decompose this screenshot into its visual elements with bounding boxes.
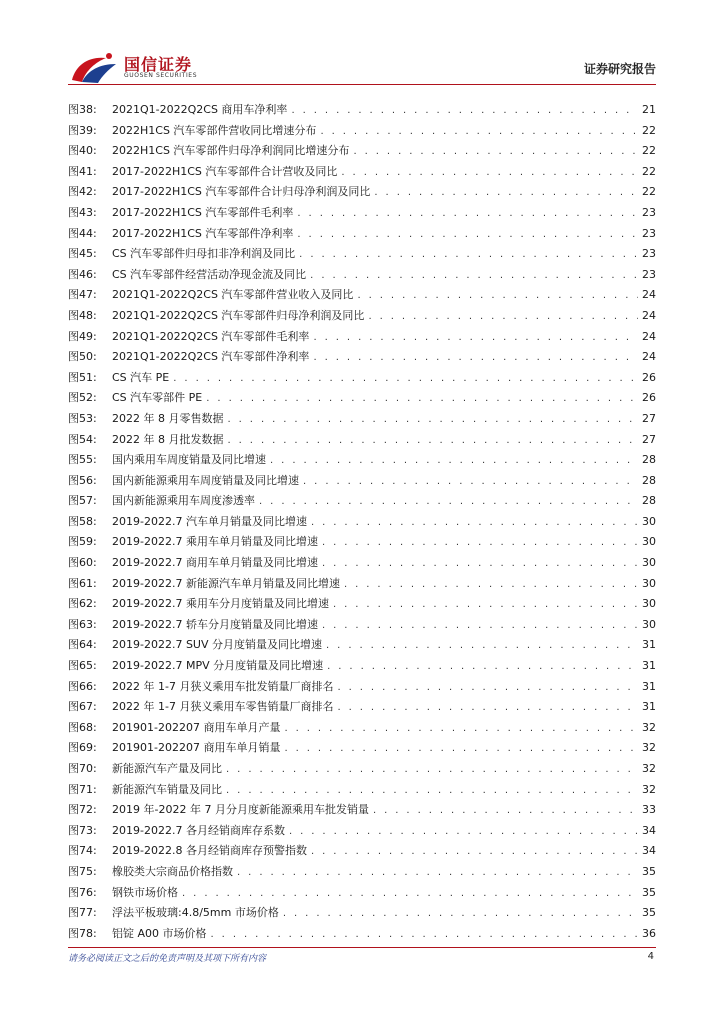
toc-leader-dots xyxy=(211,929,638,940)
toc-entry-page: 23 xyxy=(642,226,656,240)
toc-leader-dots xyxy=(283,908,638,919)
toc-entry-label: 图55: xyxy=(68,453,97,467)
toc-leader-dots xyxy=(299,249,638,260)
toc-leader-dots xyxy=(373,805,638,816)
toc-entry-page: 31 xyxy=(642,679,656,693)
figure-list xyxy=(68,101,656,945)
toc-entry-title: 2019-2022.7 汽车单月销量及同比增速 xyxy=(112,514,307,528)
toc-entry[interactable] xyxy=(68,245,656,266)
toc-entry-label: 图75: xyxy=(68,864,97,878)
toc-entry-title: 2022H1CS 汽车零部件营收同比增速分布 xyxy=(112,123,317,137)
toc-leader-dots xyxy=(270,455,638,466)
toc-entry-label: 图50: xyxy=(68,350,97,364)
toc-entry-page: 30 xyxy=(642,514,656,528)
toc-entry[interactable] xyxy=(68,286,656,307)
toc-entry-title: 国内乘用车周度销量及同比增速 xyxy=(112,453,266,467)
toc-entry-page: 30 xyxy=(642,535,656,549)
report-type-label: 证券研究报告 xyxy=(583,62,656,76)
toc-leader-dots xyxy=(303,476,638,487)
toc-entry-page: 30 xyxy=(642,617,656,631)
toc-entry[interactable] xyxy=(68,533,656,554)
toc-entry-label: 图44: xyxy=(68,226,97,240)
toc-entry-title: 201901-202207 商用车单月销量 xyxy=(112,741,281,755)
toc-entry-page: 23 xyxy=(642,205,656,219)
toc-leader-dots xyxy=(322,558,638,569)
toc-entry-page: 24 xyxy=(642,350,656,364)
toc-leader-dots xyxy=(226,764,638,775)
toc-entry-title: 2022 年 8 月批发数据 xyxy=(112,432,224,446)
toc-entry-page: 31 xyxy=(642,659,656,673)
toc-entry[interactable] xyxy=(68,431,656,452)
toc-entry-label: 图51: xyxy=(68,370,97,384)
toc-leader-dots xyxy=(353,146,638,157)
toc-entry-title: 2021Q1-2022Q2CS 汽车零部件净利率 xyxy=(112,350,310,364)
toc-entry-label: 图71: xyxy=(68,782,97,796)
toc-entry[interactable] xyxy=(68,925,656,946)
toc-entry-label: 图39: xyxy=(68,123,97,137)
toc-entry-label: 图41: xyxy=(68,164,97,178)
toc-entry[interactable] xyxy=(68,451,656,472)
toc-entry[interactable] xyxy=(68,554,656,575)
toc-entry[interactable] xyxy=(68,801,656,822)
toc-entry-title: CS 汽车 PE xyxy=(112,370,170,384)
toc-entry-label: 图70: xyxy=(68,762,97,775)
toc-entry-title: 铝锭 A00 市场价格 xyxy=(112,926,207,940)
toc-entry-label: 图42: xyxy=(68,185,97,199)
toc-entry-label: 图48: xyxy=(68,308,97,322)
toc-entry-title: CS 汽车零部件 PE xyxy=(112,391,203,405)
toc-entry[interactable] xyxy=(68,595,656,616)
toc-leader-dots xyxy=(182,888,638,899)
toc-entry[interactable] xyxy=(68,122,656,143)
toc-entry-page: 32 xyxy=(642,741,656,755)
toc-entry-title: 2019-2022.7 乘用车分月度销量及同比增速 xyxy=(112,597,329,611)
toc-entry-page: 22 xyxy=(642,144,656,158)
toc-entry[interactable] xyxy=(68,307,656,328)
toc-entry[interactable] xyxy=(68,513,656,534)
toc-entry-label: 图61: xyxy=(68,576,97,590)
toc-entry-title: 2019-2022.7 轿车分月度销量及同比增速 xyxy=(112,617,318,631)
toc-entry[interactable] xyxy=(68,678,656,699)
toc-entry-page: 28 xyxy=(642,494,656,508)
toc-entry-page: 28 xyxy=(642,453,656,467)
toc-entry-page: 24 xyxy=(642,288,656,302)
toc-entry[interactable] xyxy=(68,492,656,513)
toc-entry-title: 国内新能源乘用车周度渗透率 xyxy=(112,494,255,508)
guosen-logo-icon xyxy=(68,50,120,84)
toc-entry-title: 2021Q1-2022Q2CS 汽车零部件毛利率 xyxy=(112,329,310,343)
toc-leader-dots xyxy=(311,517,638,528)
toc-entry-label: 图69: xyxy=(68,741,97,755)
toc-entry[interactable] xyxy=(68,163,656,184)
toc-entry[interactable] xyxy=(68,348,656,369)
toc-entry[interactable] xyxy=(68,389,656,410)
toc-entry-label: 图45: xyxy=(68,247,97,261)
toc-entry[interactable] xyxy=(68,328,656,349)
toc-entry-title: 2022H1CS 汽车零部件归母净利润同比增速分布 xyxy=(112,144,350,158)
toc-entry-title: 2019-2022.7 SUV 分月度销量及同比增速 xyxy=(112,638,323,652)
toc-entry-page: 26 xyxy=(642,370,656,384)
toc-entry[interactable] xyxy=(68,472,656,493)
toc-entry-label: 图60: xyxy=(68,556,97,570)
toc-entry[interactable] xyxy=(68,698,656,719)
toc-entry-page: 30 xyxy=(642,597,656,611)
company-logo xyxy=(68,50,208,86)
toc-entry-label: 图46: xyxy=(68,267,97,281)
toc-entry-label: 图74: xyxy=(68,844,97,858)
toc-leader-dots xyxy=(313,332,638,343)
toc-entry-label: 图67: xyxy=(68,700,97,714)
toc-entry-page: 27 xyxy=(642,411,656,425)
logo-english-name: GUOSEN SECURITIES xyxy=(124,72,198,79)
toc-entry[interactable] xyxy=(68,822,656,843)
toc-leader-dots xyxy=(326,640,638,651)
toc-leader-dots xyxy=(297,229,638,240)
toc-entry-title: 2017-2022H1CS 汽车零部件合计归母净利润及同比 xyxy=(112,185,371,199)
toc-leader-dots xyxy=(311,846,638,857)
header-divider xyxy=(68,84,656,85)
toc-entry-title: 浮法平板玻璃:4.8/5mm 市场价格 xyxy=(112,906,279,920)
toc-entry-page: 32 xyxy=(642,782,656,796)
toc-entry[interactable] xyxy=(68,101,656,122)
toc-entry-label: 图77: xyxy=(68,906,97,920)
toc-entry-title: CS 汽车零部件经营活动净现金流及同比 xyxy=(112,267,307,281)
toc-entry-label: 图56: xyxy=(68,473,97,487)
toc-leader-dots xyxy=(284,723,638,734)
toc-entry-label: 图40: xyxy=(68,144,97,158)
toc-entry-page: 23 xyxy=(642,247,656,261)
toc-leader-dots xyxy=(322,537,638,548)
toc-entry-label: 图54: xyxy=(68,432,97,446)
toc-entry-page: 30 xyxy=(642,576,656,590)
toc-entry-page: 28 xyxy=(642,473,656,487)
toc-leader-dots xyxy=(333,599,638,610)
toc-entry[interactable] xyxy=(68,142,656,163)
toc-entry-page: 26 xyxy=(642,391,656,405)
toc-leader-dots xyxy=(227,435,638,446)
toc-leader-dots xyxy=(320,126,638,137)
toc-entry-label: 图52: xyxy=(68,391,97,405)
toc-entry-label: 图65: xyxy=(68,659,97,673)
toc-leader-dots xyxy=(357,290,638,301)
toc-leader-dots xyxy=(227,414,638,425)
toc-entry-title: 2019-2022.7 乘用车单月销量及同比增速 xyxy=(112,535,318,549)
toc-entry-page: 34 xyxy=(642,844,656,858)
toc-leader-dots xyxy=(337,702,638,713)
toc-entry-page: 32 xyxy=(642,720,656,734)
toc-entry-page: 36 xyxy=(642,926,656,940)
toc-entry[interactable] xyxy=(68,657,656,678)
toc-entry-title: 201901-202207 商用车单月产量 xyxy=(112,720,281,734)
toc-entry-title: 国内新能源乘用车周度销量及同比增速 xyxy=(112,473,299,487)
toc-entry[interactable] xyxy=(68,719,656,740)
footer-disclaimer: 请务必阅读正文之后的免责声明及其项下所有内容 xyxy=(68,954,267,964)
toc-leader-dots xyxy=(284,743,638,754)
toc-entry-title: 2021Q1-2022Q2CS 汽车零部件归母净利润及同比 xyxy=(112,308,365,322)
toc-entry[interactable] xyxy=(68,225,656,246)
toc-entry-page: 31 xyxy=(642,638,656,652)
toc-entry[interactable] xyxy=(68,616,656,637)
toc-leader-dots xyxy=(322,620,638,631)
toc-entry-title: 2019-2022.7 新能源汽车单月销量及同比增速 xyxy=(112,576,340,590)
logo-chinese-name: 国信证券 xyxy=(124,55,193,74)
page-header xyxy=(0,0,724,90)
toc-entry-label: 图63: xyxy=(68,617,97,631)
toc-leader-dots xyxy=(237,867,638,878)
toc-entry-page: 35 xyxy=(642,885,656,899)
page-number: 4 xyxy=(647,951,654,962)
toc-entry-label: 图62: xyxy=(68,597,97,611)
toc-entry[interactable] xyxy=(68,266,656,287)
toc-entry-page: 31 xyxy=(642,700,656,714)
toc-entry-page: 23 xyxy=(642,267,656,281)
toc-entry-label: 图72: xyxy=(68,803,97,817)
toc-entry-title: 2019-2022.8 各月经销商库存预警指数 xyxy=(112,844,307,858)
toc-leader-dots xyxy=(206,393,638,404)
toc-entry-label: 图78: xyxy=(68,926,97,940)
toc-entry-label: 图59: xyxy=(68,535,97,549)
toc-leader-dots xyxy=(341,167,638,178)
toc-entry[interactable] xyxy=(68,884,656,905)
toc-leader-dots xyxy=(291,105,638,116)
toc-leader-dots xyxy=(337,682,638,693)
toc-entry-label: 图76: xyxy=(68,885,97,899)
toc-entry-page: 33 xyxy=(642,803,656,817)
toc-entry[interactable] xyxy=(68,842,656,863)
toc-entry-label: 图38: xyxy=(68,103,97,116)
toc-entry[interactable] xyxy=(68,904,656,925)
toc-leader-dots xyxy=(368,311,638,322)
footer-divider xyxy=(68,947,656,948)
toc-entry-title: 2019-2022.7 商用车单月销量及同比增速 xyxy=(112,556,318,570)
toc-entry-title: 新能源汽车产量及同比 xyxy=(112,762,222,775)
toc-entry-title: 2022 年 1-7 月狭义乘用车批发销量厂商排名 xyxy=(112,679,334,693)
toc-leader-dots xyxy=(226,785,638,796)
toc-leader-dots xyxy=(173,373,638,384)
toc-entry-label: 图73: xyxy=(68,823,97,837)
toc-entry-page: 22 xyxy=(642,123,656,137)
toc-entry-title: 钢铁市场价格 xyxy=(112,885,178,899)
toc-entry-title: 新能源汽车销量及同比 xyxy=(112,782,222,796)
toc-entry-page: 35 xyxy=(642,906,656,920)
toc-entry-title: 2021Q1-2022Q2CS 汽车零部件营业收入及同比 xyxy=(112,288,354,302)
toc-entry-title: 橡胶类大宗商品价格指数 xyxy=(112,864,233,878)
toc-entry[interactable] xyxy=(68,369,656,390)
toc-entry-label: 图47: xyxy=(68,288,97,302)
toc-leader-dots xyxy=(289,826,638,837)
toc-entry-label: 图57: xyxy=(68,494,97,508)
toc-entry[interactable] xyxy=(68,636,656,657)
toc-entry-page: 22 xyxy=(642,164,656,178)
toc-leader-dots xyxy=(313,352,638,363)
toc-entry[interactable] xyxy=(68,760,656,781)
toc-entry-title: 2019 年-2022 年 7 月分月度新能源乘用车批发销量 xyxy=(112,803,369,817)
toc-entry-title: 2022 年 1-7 月狭义乘用车零售销量厂商排名 xyxy=(112,700,334,714)
toc-leader-dots xyxy=(310,270,638,281)
toc-entry-page: 22 xyxy=(642,185,656,199)
toc-entry-label: 图66: xyxy=(68,679,97,693)
toc-entry[interactable] xyxy=(68,781,656,802)
toc-entry-title: CS 汽车零部件归母扣非净利润及同比 xyxy=(112,247,296,261)
toc-entry-title: 2017-2022H1CS 汽车零部件毛利率 xyxy=(112,205,294,219)
toc-entry-label: 图64: xyxy=(68,638,97,652)
toc-entry-title: 2021Q1-2022Q2CS 商用车净利率 xyxy=(112,103,288,116)
toc-leader-dots xyxy=(259,496,638,507)
toc-leader-dots xyxy=(344,579,638,590)
toc-entry-page: 21 xyxy=(642,103,656,116)
toc-entry-page: 24 xyxy=(642,329,656,343)
toc-entry-title: 2019-2022.7 MPV 分月度销量及同比增速 xyxy=(112,659,324,673)
toc-entry-title: 2017-2022H1CS 汽车零部件净利率 xyxy=(112,226,294,240)
toc-entry-label: 图58: xyxy=(68,514,97,528)
toc-entry[interactable] xyxy=(68,183,656,204)
toc-entry[interactable] xyxy=(68,863,656,884)
toc-leader-dots xyxy=(374,187,638,198)
toc-entry[interactable] xyxy=(68,739,656,760)
toc-entry-title: 2022 年 8 月零售数据 xyxy=(112,411,224,425)
toc-entry[interactable] xyxy=(68,410,656,431)
toc-entry-page: 30 xyxy=(642,556,656,570)
toc-entry-page: 24 xyxy=(642,308,656,322)
toc-leader-dots xyxy=(327,661,638,672)
toc-entry-title: 2017-2022H1CS 汽车零部件合计营收及同比 xyxy=(112,164,338,178)
toc-entry-title: 2019-2022.7 各月经销商库存系数 xyxy=(112,823,285,837)
toc-entry[interactable] xyxy=(68,575,656,596)
toc-entry[interactable] xyxy=(68,204,656,225)
toc-entry-label: 图49: xyxy=(68,329,97,343)
toc-entry-page: 27 xyxy=(642,432,656,446)
toc-entry-page: 32 xyxy=(642,762,656,775)
toc-entry-label: 图43: xyxy=(68,205,97,219)
toc-entry-label: 图53: xyxy=(68,411,97,425)
toc-entry-label: 图68: xyxy=(68,720,97,734)
toc-entry-page: 35 xyxy=(642,864,656,878)
toc-leader-dots xyxy=(297,208,638,219)
toc-entry-page: 34 xyxy=(642,823,656,837)
